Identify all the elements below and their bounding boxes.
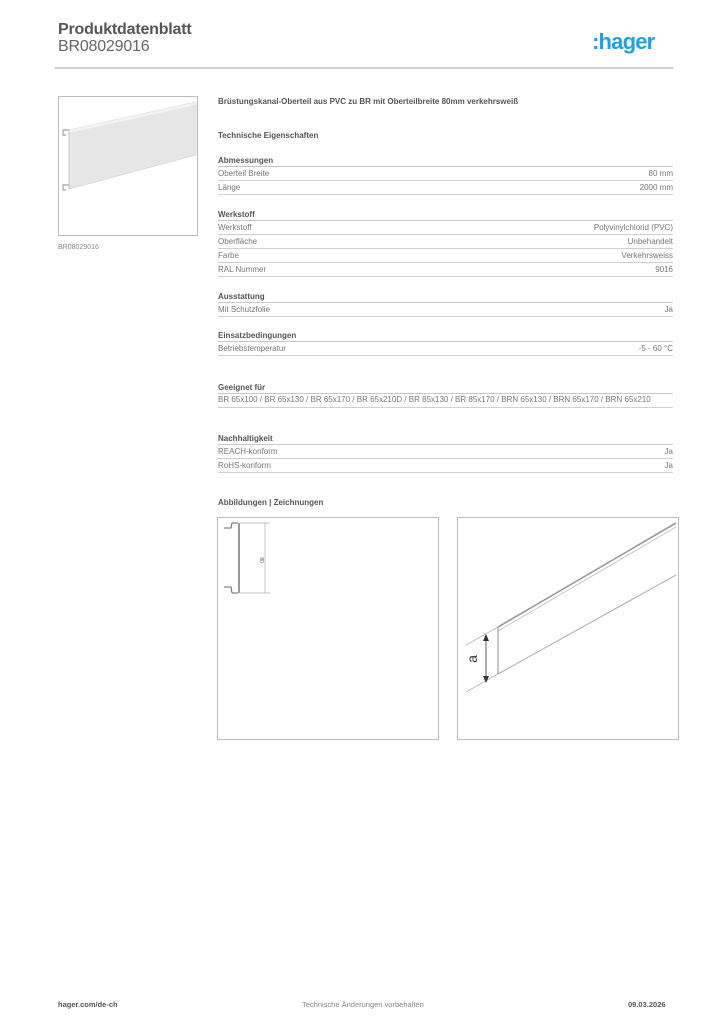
technical-properties-heading: Technische Eigenschaften [218, 131, 319, 140]
footer-date: 09.03.2026 [628, 1000, 666, 1009]
table-row [218, 263, 673, 277]
row-value: Verkehrsweiss [621, 251, 673, 260]
row-value: 80 mm [648, 169, 673, 178]
row-label: RoHS-konform [218, 461, 271, 470]
table-row [218, 342, 673, 356]
section-suitable-for [218, 382, 673, 408]
row-label: Länge [218, 183, 241, 192]
row-label: RAL Nummer [218, 265, 267, 274]
compatible-products: BR 65x100 / BR 65x130 / BR 65x170 / BR 65x210D / BR 85x130 / BR 85x170 / BRN 65x130 / BRN 65x170 / BRN 65x210 [218, 394, 673, 408]
hager-logo: :hager [592, 29, 655, 54]
row-value: Ja [664, 305, 673, 314]
header-divider [55, 67, 673, 69]
row-label: Werkstoff [218, 223, 252, 232]
row-value: 9016 [655, 265, 673, 274]
row-value: Ja [664, 447, 673, 456]
section-dimensions [218, 155, 673, 195]
section-material [218, 209, 673, 277]
footer-website: hager.com/de-ch [58, 1000, 118, 1009]
table-row [218, 249, 673, 263]
row-value: 2000 mm [639, 183, 673, 192]
dimension-label: a [464, 655, 480, 663]
row-label: Oberfläche [218, 237, 258, 246]
row-label: Mit Schutzfolie [218, 305, 271, 314]
row-label: REACH-konform [218, 447, 278, 456]
cover-profile-illustration [59, 97, 197, 235]
product-image-caption: BR08029016 [58, 244, 99, 251]
footer-disclaimer: Technische Änderungen vorbehalten [302, 1000, 424, 1009]
table-row [218, 167, 673, 181]
row-value: Polyvinylchlorid (PVC) [593, 223, 673, 232]
section-title: Geeignet für [218, 382, 673, 394]
section-title: Ausstattung [218, 291, 673, 303]
row-label: Betriebstemperatur [218, 344, 287, 353]
product-code: BR08029016 [58, 38, 150, 55]
table-row [218, 445, 673, 459]
table-row [218, 459, 673, 473]
document-title: Produktdatenblatt [58, 21, 192, 38]
table-row [218, 181, 673, 195]
row-value: Unbehandelt [627, 237, 673, 246]
section-operating-conditions [218, 330, 673, 356]
row-label: Oberteil Breite [218, 169, 270, 178]
cross-section-drawing [217, 517, 439, 740]
section-sustainability [218, 433, 673, 473]
table-row [218, 303, 673, 317]
dimension-label: 80 [258, 557, 264, 563]
product-image [58, 96, 198, 236]
section-title: Nachhaltigkeit [218, 433, 673, 445]
row-label: Farbe [218, 251, 239, 260]
table-row [218, 235, 673, 249]
table-row [218, 221, 673, 235]
row-value: -5 - 60 °C [638, 344, 673, 353]
section-equipment [218, 291, 673, 317]
section-title: Werkstoff [218, 209, 673, 221]
product-description: Brüstungskanal-Oberteil aus PVC zu BR mit Oberteilbreite 80mm verkehrsweiß [218, 97, 519, 106]
row-value: Ja [664, 461, 673, 470]
isometric-drawing [457, 517, 679, 740]
section-title: Einsatzbedingungen [218, 330, 673, 342]
figures-heading: Abbildungen | Zeichnungen [218, 498, 324, 507]
section-title: Abmessungen [218, 155, 673, 167]
